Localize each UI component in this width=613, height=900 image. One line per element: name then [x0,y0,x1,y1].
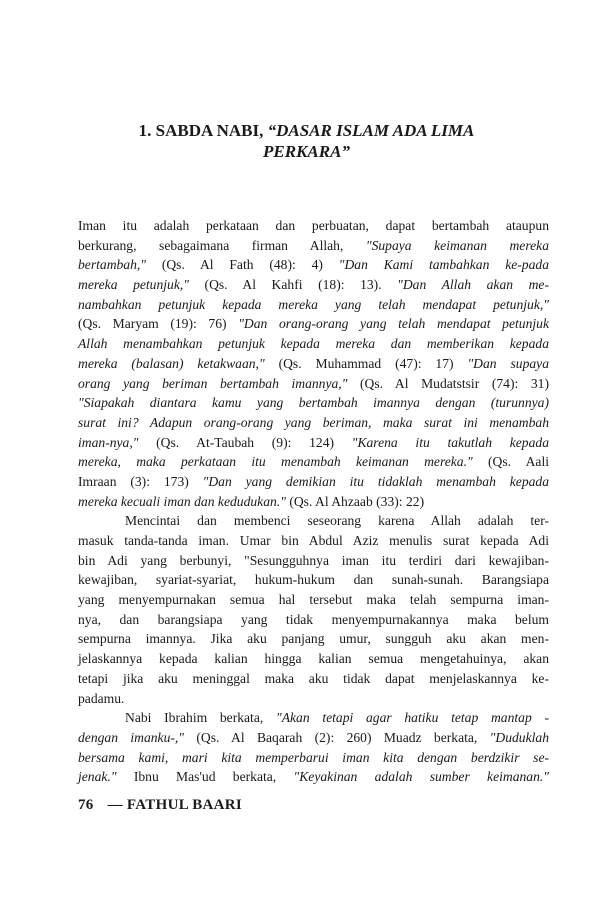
body-text-segment: (Qs. Al Baqarah (2): 260) Muadz berkata, [184,729,490,745]
body-text-segment: sempurna imannya. Jika aku panjang umur, sungguh aku akan men- [78,631,549,647]
body-text-segment: jelaskannya kepada kalian hingga kalian semua mengetahuinya, akan [78,651,549,667]
chapter-title-prefix: 1. SABDA NABI, [138,121,268,140]
text-line [78,708,549,728]
quote-text: "Dan supaya [467,355,550,371]
text-line [78,314,549,334]
body-text-segment: kewajiban, syariat-syariat, hukum-hukum dan sunah-sunah. Barangsiapa [78,572,549,588]
quote-text: iman-nya," [78,434,139,450]
body-text-segment: (Qs. Maryam (19): 76) [78,316,239,332]
quote-text: mereka petunjuk," [78,277,189,293]
text-line [78,216,549,236]
quote-text: "Dan Allah akan me- [397,277,549,293]
page-footer [78,797,242,814]
text-line [78,295,549,315]
body-text-segment: masuk tanda-tanda iman. Umar bin Abdul Aziz menulis surat kepada Adi [78,533,549,548]
text-line [78,669,549,689]
quote-text: "Akan tetapi agar hatiku tetap mantap - [275,710,549,726]
text-line [78,590,549,610]
body-text-segment: Mencintai dan membenci seseorang karena Allah adalah ter- [125,513,549,529]
body-text-segment: (Qs. Aali [472,454,550,470]
text-line [78,728,549,748]
text-line [78,472,549,492]
quote-text: jenak." [78,769,117,785]
body-text-segment: bin Adi yang berbunyi, "Sesungguhnya iman itu terdiri dari kewajiban- [78,552,549,568]
text-line [78,511,549,531]
body-text-segment: (Qs. Al Fath (48): 4) [146,257,339,273]
text-line [78,413,549,433]
body-text-segment: Imraan (3): 173) [78,473,203,489]
body-text-segment: (Qs. Al Mudatstsir (74): 31) [347,375,549,391]
body-text-segment: Ibnu Mas'ud berkata, [116,769,294,785]
footer-separator: — [107,797,123,813]
running-title: FATHUL BAARI [126,797,243,813]
text-line [78,610,549,630]
chapter-title [0,120,613,162]
page-number: 76 [78,797,94,813]
text-line [78,255,549,275]
text-line [78,570,549,590]
chapter-title-quote-2: PERKARA” [263,142,350,161]
text-line [78,236,549,256]
text-line [78,767,549,787]
text-line [78,748,549,768]
text-line [78,551,549,571]
body-text [78,216,549,787]
text-line [78,354,549,374]
body-text-segment: yang menyempurnakan semua hal tersebut maka telah sempurna iman- [78,592,549,608]
body-text-segment: (Qs. Al Ahzaab (33): 22) [285,493,425,509]
body-text-segment: Nabi Ibrahim berkata, [125,710,276,726]
text-line [78,629,549,649]
text-line [78,649,549,669]
text-line [78,334,549,354]
chapter-title-quote-1: “DASAR ISLAM ADA LIMA [267,121,475,140]
text-line [78,689,549,709]
quote-text: "Keyakinan adalah sumber keimanan." [293,769,549,785]
quote-text: "Karena itu takutlah kepada [351,434,549,450]
quote-text: "Dan orang-orang yang telah mendapat petunjuk [238,316,549,332]
quote-text: mereka kecuali iman dan kedudukan." [78,493,286,509]
body-text-segment: Iman itu adalah perkataan dan perbuatan, dapat bertambah ataupun [78,218,549,233]
quote-text: Allah menambahkan petunjuk kepada mereka dan memberikan kepada [78,336,549,352]
quote-text: surat ini? Adapun orang-orang yang beriman, maka surat ini menambah [78,414,549,430]
body-text-segment: (Qs. Muhammad (47): 17) [264,355,468,371]
body-text-segment: tetapi jika aku meninggal maka aku tidak dapat menjelaskannya ke- [78,670,549,686]
body-text-segment: (Qs. At-Taubah (9): 124) [138,434,352,450]
quote-text: orang yang beriman bertambah imannya," [78,375,348,391]
text-line [78,452,549,472]
text-line [78,374,549,394]
quote-text: nambahkan petunjuk kepada mereka yang telah mendapat petunjuk," [78,296,549,312]
body-text-segment: berkurang, sebagaimana firman Allah, [78,237,366,253]
quote-text: mereka, maka perkataan itu menambah keimanan mereka." [78,454,473,470]
quote-text: "Supaya keimanan mereka [365,237,549,253]
text-line [78,275,549,295]
quote-text: mereka (balasan) ketakwaan," [78,355,265,371]
quote-text: "Dan yang demikian itu tidaklah menambah kepada [202,473,550,489]
quote-text: "Dan Kami tambahkan ke-pada [338,257,549,273]
quote-text: "Siapakah diantara kamu yang bertambah imannya dengan (turunnya) [78,395,549,411]
body-text-segment: nya, dan barangsiapa yang tidak menyempurnakannya maka belum [78,611,549,627]
body-text-segment: padamu. [78,690,125,706]
quote-text: bertambah," [78,257,147,273]
body-text-segment: (Qs. Al Kahfi (18): 13). [188,277,398,293]
text-line [78,393,549,413]
text-line [78,492,549,512]
quote-text: "Duduklah [489,729,549,745]
quote-text: bersama kami, mari kita memperbarui iman kita dengan berdzikir se- [78,749,549,765]
quote-text: dengan imanku-," [78,729,185,745]
text-line [78,531,549,551]
text-line [78,433,549,453]
